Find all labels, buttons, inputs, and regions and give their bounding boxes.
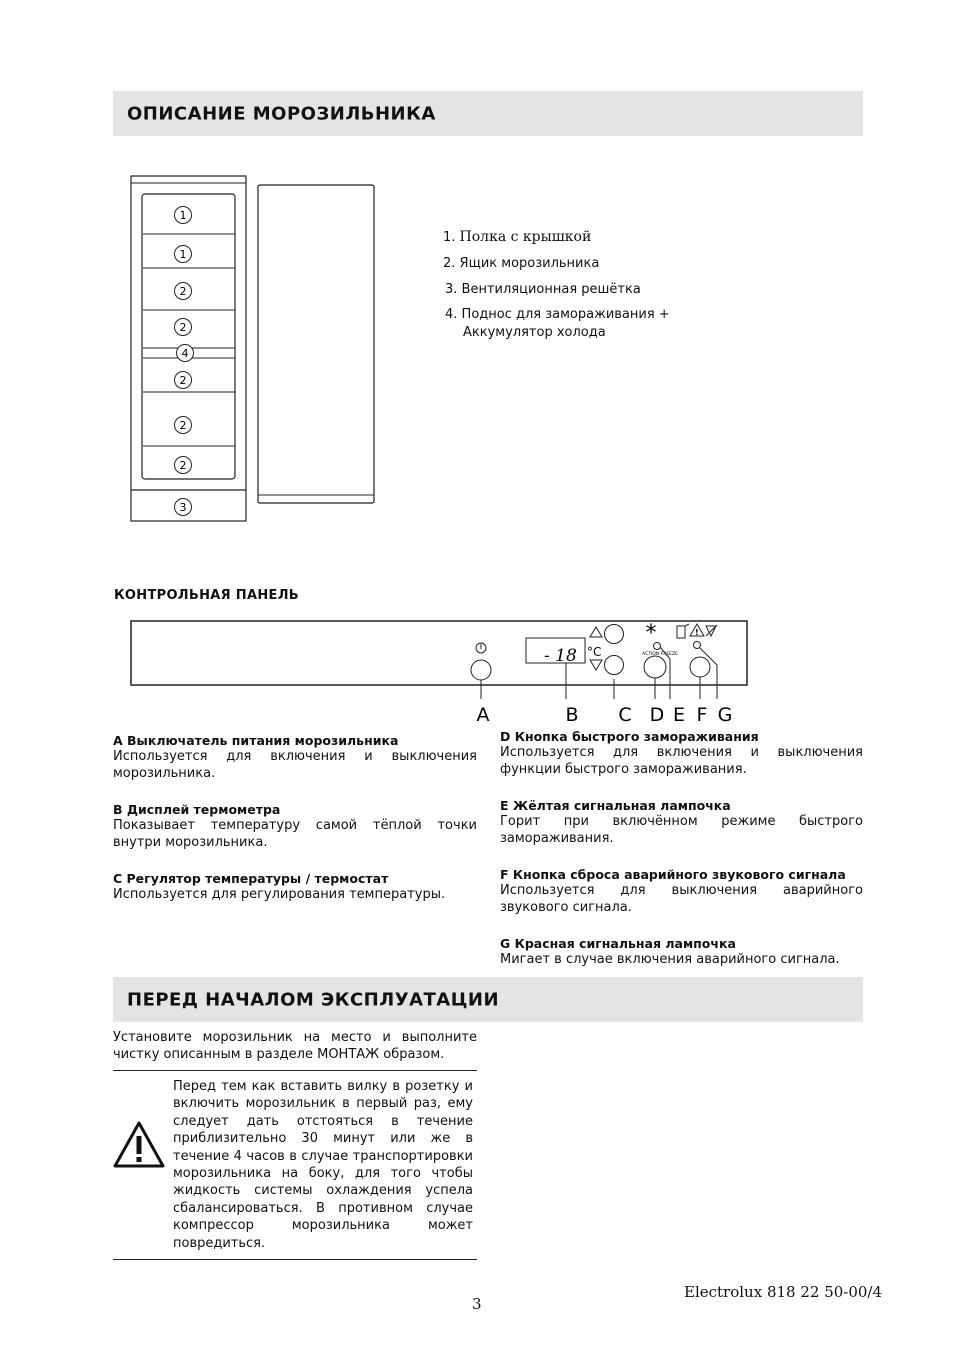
control-panel-diagram <box>125 615 755 730</box>
control-a-text: Используется для включения и выключения морозильника. <box>113 749 477 781</box>
warning-text: Перед тем как вставить вилку в розетку и включить морозильник в первый раз, ему следует дать отстояться в течение приблизительно 30 минут или же в течение 4 часов в случае транспортировки морозильника на боку, для того чтобы жидкость системы охлаждения успела сбалансироваться. В противном случае компрессор морозильника может повредиться. <box>173 1079 473 1251</box>
legend-item-3: 3. Вентиляционная решётка <box>445 282 641 297</box>
legend-item-4-label: Поднос для замораживания + <box>461 307 670 322</box>
control-panel-title: КОНТРОЛЬНАЯ ПАНЕЛЬ <box>114 588 299 603</box>
control-c-title: C Регулятор температуры / термостат <box>113 871 389 886</box>
alarm-reset-button <box>690 657 710 677</box>
callout-4-label: 4 <box>181 347 189 360</box>
callout-2e-label: 2 <box>179 459 187 472</box>
control-d-text: Используется для включения и выключения функции быстрого замораживания. <box>500 745 863 777</box>
control-g-desc <box>500 936 863 968</box>
control-g-text: Мигает в случае включения аварийного сигнала. <box>500 952 840 967</box>
callout-3-label: 3 <box>179 501 187 514</box>
letter-f: F <box>696 704 708 726</box>
control-b-title: B Дисплей термометра <box>113 802 281 817</box>
freezer-diagram <box>125 170 385 530</box>
freezer-description-title: ОПИСАНИЕ МОРОЗИЛЬНИКА <box>127 103 436 124</box>
cooling-triangle-icon <box>590 660 602 670</box>
action-freeze-label: ACTION FREEZE <box>642 652 678 657</box>
before-use-intro: Установите морозильник на место и выполните чистку описанным в разделе МОНТАЖ образом. <box>113 1030 477 1062</box>
before-use-title: ПЕРЕД НАЧАЛОМ ЭКСПЛУАТАЦИИ <box>127 989 500 1010</box>
door-icon <box>677 626 685 638</box>
letter-d: D <box>649 704 665 726</box>
letter-b: B <box>565 704 579 726</box>
thermostat-down-knob <box>605 656 624 675</box>
red-lamp <box>694 642 701 649</box>
control-b-text: Показывает температуру самой тёплой точки внутри морозильника. <box>113 818 477 850</box>
control-g-title: G Красная сигнальная лампочка <box>500 936 736 951</box>
legend-item-4-line2: Аккумулятор холода <box>463 325 606 340</box>
control-a-title: A Выключатель питания морозильника <box>113 733 399 748</box>
control-d-desc <box>500 729 863 778</box>
warning-icon <box>112 1120 166 1170</box>
control-e-desc <box>500 798 863 847</box>
snowflake-star-icon: * <box>645 621 657 646</box>
letter-a: A <box>476 704 490 726</box>
yellow-lamp <box>654 643 661 650</box>
control-c-text: Используется для регулирования температуры. <box>113 887 446 902</box>
legend-item-1: 1. Полка с крышкой <box>443 229 592 245</box>
control-c-desc <box>113 871 477 903</box>
legend-item-4: 4. Поднос для замораживания + <box>445 307 670 322</box>
control-a-desc <box>113 733 477 782</box>
callout-2d-label: 2 <box>179 419 187 432</box>
svg-text:!: ! <box>695 628 699 637</box>
celsius-label: °C <box>587 645 602 659</box>
page-number: 3 <box>472 1295 482 1313</box>
control-f-desc <box>500 867 863 916</box>
callout-2b-label: 2 <box>179 321 187 334</box>
warning-top-rule <box>113 1070 477 1071</box>
control-f-text: Используется для выключения аварийного звукового сигнала. <box>500 883 863 915</box>
warming-triangle-icon <box>590 627 602 637</box>
control-d-title: D Кнопка быстрого замораживания <box>500 729 759 744</box>
legend-item-3-label: Вентиляционная решётка <box>461 282 641 297</box>
letter-g: G <box>717 704 733 726</box>
legend-item-2-label: Ящик морозильника <box>459 256 600 271</box>
callout-2a-label: 2 <box>179 285 187 298</box>
control-e-title: E Жёлтая сигнальная лампочка <box>500 798 731 813</box>
legend-item-1-label: Полка с крышкой <box>459 229 592 245</box>
letter-c: C <box>618 704 632 726</box>
legend-item-2: 2. Ящик морозильника <box>443 256 600 271</box>
display-value: - 18 <box>544 646 577 666</box>
callout-1a-label: 1 <box>179 209 187 222</box>
power-switch <box>471 660 491 680</box>
letter-e: E <box>672 704 686 726</box>
freezer-description-header <box>113 91 863 136</box>
door-outline <box>258 185 374 503</box>
before-use-header <box>113 977 863 1022</box>
callout-2c-label: 2 <box>179 374 187 387</box>
callout-1b-label: 1 <box>179 248 187 261</box>
control-f-title: F Кнопка сброса аварийного звукового сигнала <box>500 867 846 882</box>
control-e-text: Горит при включённом режиме быстрого замораживания. <box>500 814 863 846</box>
fast-freeze-button <box>644 656 666 678</box>
control-b-desc <box>113 802 477 851</box>
thermostat-up-knob <box>605 625 624 644</box>
warning-bottom-rule <box>113 1259 477 1260</box>
document-id: Electrolux 818 22 50-00/4 <box>684 1283 883 1301</box>
